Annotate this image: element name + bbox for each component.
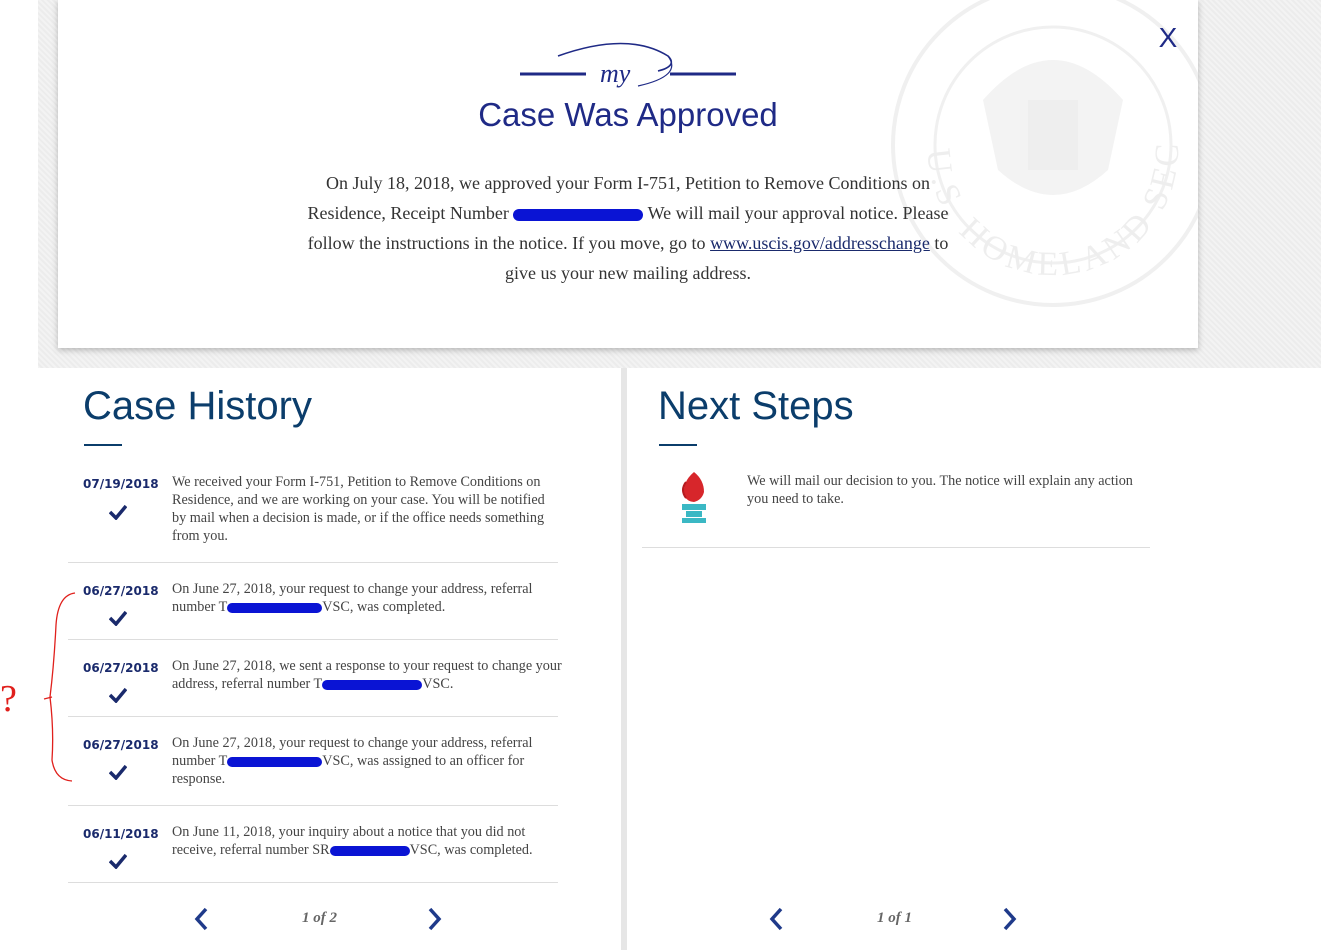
redaction-mark [322, 680, 422, 690]
redaction-mark [330, 846, 410, 856]
redaction-mark [227, 757, 322, 767]
history-text-end: VSC. [422, 676, 454, 692]
checkmark-icon [109, 853, 127, 869]
torch-icon [672, 470, 716, 528]
page-title: Case Was Approved [478, 96, 778, 133]
next-step-text: We will mail our decision to you. The notice will explain any action you need to take. [747, 473, 1133, 507]
status-message [293, 168, 963, 288]
status-message-part2: We will mail your approval notice. Please follow the instructions in the notice. If you move, go to [307, 203, 949, 253]
history-date: 06/27/2018 [83, 661, 159, 675]
chevron-right-icon[interactable] [424, 907, 444, 931]
history-text: On June 27, 2018, your request to change your address, referral number T [172, 735, 533, 769]
annotation-question-mark: ? [0, 678, 17, 720]
history-item [68, 563, 558, 640]
checkmark-icon [109, 610, 127, 626]
history-text: We received your Form I-751, Petition to Remove Conditions on Residence, and we are working on your case. You will be notified by mail when a decision is made, or if the office needs something from you. [172, 474, 545, 544]
column-divider [621, 368, 627, 950]
history-item [68, 640, 562, 717]
history-text-end: VSC, was completed. [322, 599, 446, 615]
history-date: 06/11/2018 [83, 827, 159, 841]
next-steps-title: Next Steps [658, 384, 854, 428]
status-modal [58, 0, 1198, 348]
history-date: 06/27/2018 [83, 584, 159, 598]
my-uscis-logo [518, 36, 738, 92]
checkmark-icon [109, 687, 127, 703]
case-history-rule [84, 444, 122, 446]
svg-text:my: my [600, 59, 631, 88]
case-history-title: Case History [83, 384, 312, 428]
next-steps-page-indicator: 1 of 1 [877, 910, 912, 926]
status-message-part3: to give us your new mailing address. [505, 233, 949, 283]
checkmark-icon [109, 504, 127, 520]
history-text: On June 11, 2018, your inquiry about a notice that you did not receive, referral number SR [172, 824, 526, 858]
redaction-mark [513, 209, 643, 221]
history-text: On June 27, 2018, we sent a response to your request to change your address, referral number T [172, 658, 562, 692]
history-item [68, 462, 558, 563]
address-change-link[interactable]: www.uscis.gov/addresschange [710, 233, 930, 253]
svg-text:U.S. HOMELAND SECU: U.S. HOMELAND SEC [919, 139, 1187, 284]
chevron-right-icon[interactable] [999, 907, 1019, 931]
annotation-bracket [0, 585, 80, 785]
checkmark-icon [109, 764, 127, 780]
chevron-left-icon[interactable] [192, 907, 212, 931]
history-text: On June 27, 2018, your request to change your address, referral number T [172, 581, 533, 615]
close-button[interactable]: X [1158, 22, 1178, 53]
next-steps-separator [642, 547, 1150, 548]
chevron-left-icon[interactable] [767, 907, 787, 931]
history-date: 06/27/2018 [83, 738, 159, 752]
history-text-end: VSC, was completed. [409, 842, 533, 858]
history-item [68, 717, 558, 806]
history-text-end: VSC, was assigned to an officer for response. [172, 753, 525, 787]
next-steps-rule [659, 444, 697, 446]
redaction-mark [227, 603, 322, 613]
status-message-part1: On July 18, 2018, we approved your Form I-751, Petition to Remove Conditions on Residence, Receipt Number [307, 173, 930, 223]
history-item [68, 806, 558, 883]
history-date: 07/19/2018 [83, 477, 159, 491]
history-page-indicator: 1 of 2 [302, 910, 337, 926]
